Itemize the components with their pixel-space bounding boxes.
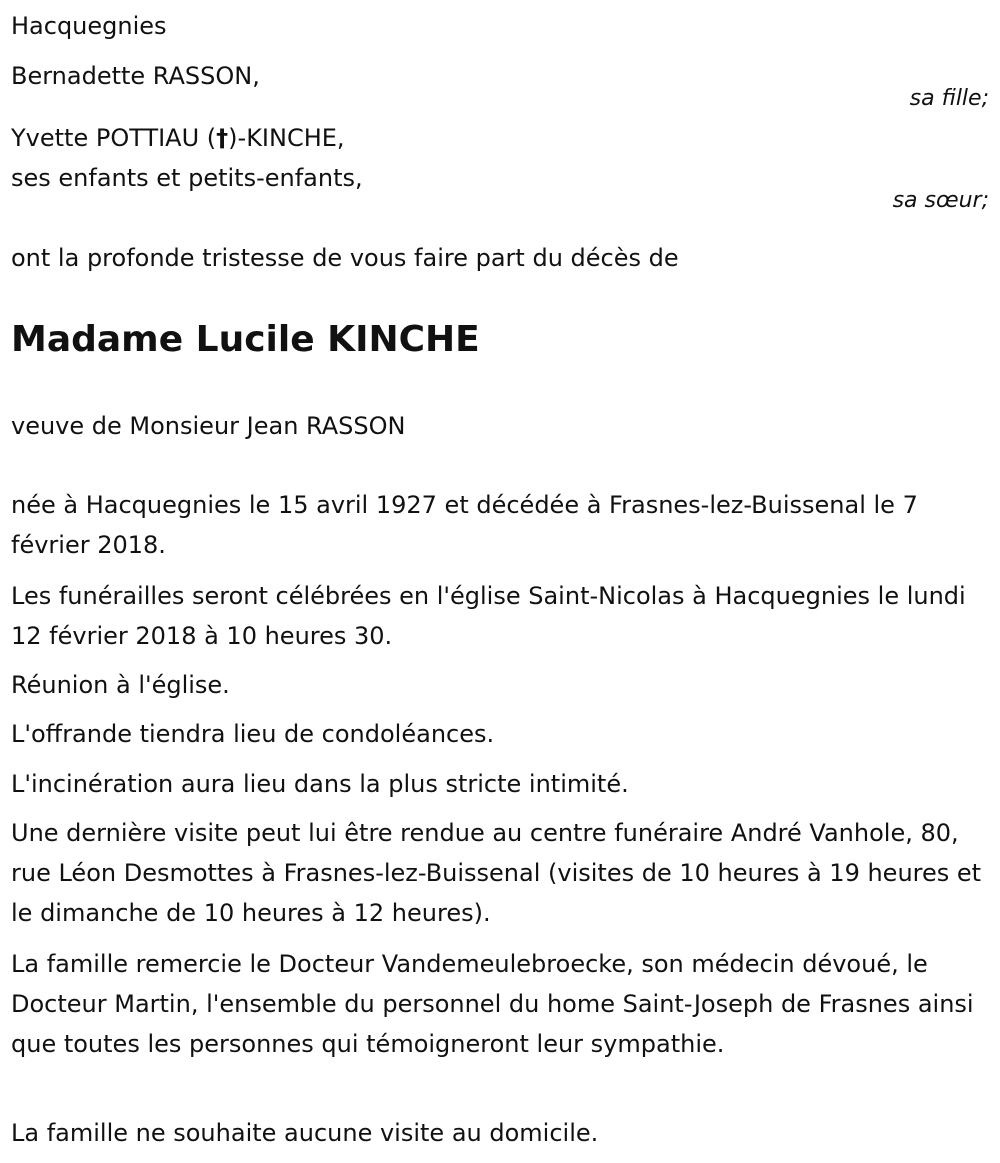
family-member-daughter: Bernadette RASSON, (11, 62, 260, 90)
paragraph-thanks: La famille remercie le Docteur Vandemeulebroecke, son médecin dévoué, le Docteur Martin, l'ensemble du personnel du home Saint-Joseph de Frasnes ainsi que toutes les personnes qui témoigneront leur sympathie. (11, 950, 974, 1058)
deceased-name: Madame Lucile KINCHE (11, 319, 480, 360)
place-name: Hacquegnies (11, 12, 167, 40)
paragraph-visit: Une dernière visite peut lui être rendue au centre funéraire André Vanhole, 80, rue Léon Desmottes à Frasnes-lez-Buissenal (visites de 10 heures à 19 heures et le dimanche de 10 heures à 12 heures). (11, 819, 982, 927)
family-extra: ses enfants et petits-enfants, (11, 164, 363, 192)
relation-sister: sa sœur; (892, 188, 989, 213)
sister-name-suffix: )-KINCHE, (228, 124, 345, 152)
cross-icon: † (216, 124, 229, 152)
widow-of: veuve de Monsieur Jean RASSON (11, 412, 406, 440)
sister-name-prefix: Yvette POTTIAU ( (11, 124, 217, 152)
paragraph-birth-death: née à Hacquegnies le 15 avril 1927 et décédée à Frasnes-lez-Buissenal le 7 février 2018. (11, 491, 918, 559)
relation-daughter: sa fille; (909, 86, 989, 111)
announcement-intro: ont la profonde tristesse de vous faire part du décès de (11, 244, 679, 272)
paragraph-meeting: Réunion à l'église. (11, 671, 230, 699)
paragraph-incineration: L'incinération aura lieu dans la plus stricte intimité. (11, 770, 629, 798)
paragraph-funeral: Les funérailles seront célébrées en l'église Saint-Nicolas à Hacquegnies le lundi 12 février 2018 à 10 heures 30. (11, 582, 966, 650)
paragraph-no-visit: La famille ne souhaite aucune visite au domicile. (11, 1119, 599, 1147)
paragraph-offering: L'offrande tiendra lieu de condoléances. (11, 720, 495, 748)
family-member-sister (11, 122, 345, 154)
